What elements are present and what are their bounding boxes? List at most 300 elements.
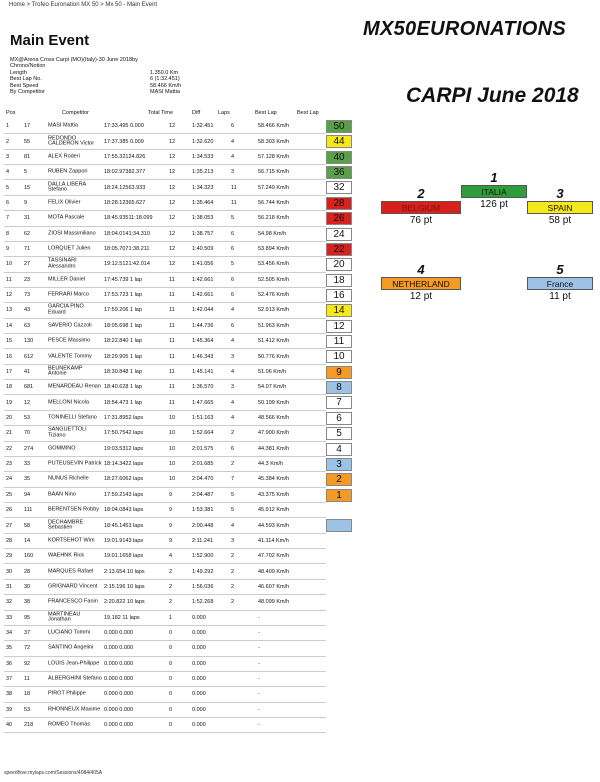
diff-time: 1:38.757 [192,230,214,237]
bike-number: 71 [24,246,31,253]
best-speed: - [258,630,260,637]
total-time: 18:28.12365.627 [104,199,146,206]
laps: 9 [169,507,173,514]
podium-place-1 [461,170,527,210]
bike-number: 53 [24,706,31,713]
laps: 9 [169,491,173,498]
table-row [4,457,342,472]
diff-time: 1:42.661 [192,276,214,283]
position: 28 [6,537,13,544]
points-box: 6 [326,412,352,425]
best-speed: 44.381 Km/h [258,445,290,452]
best-speed: 58.466 Km/h [258,123,290,130]
diff-time: 1:52.900 [192,553,214,560]
position: 16 [6,353,13,360]
points-box: 50 [326,120,352,133]
competitor-name: ZIOSI Massimiliano [48,229,96,236]
laps: 0 [169,691,173,698]
points-box: 14 [326,304,352,317]
total-time: 0.000 0.000 [104,630,134,637]
laps: 12 [169,199,176,206]
total-time: 0.000 0.000 [104,645,134,652]
table-row [4,227,345,242]
competitor-name: MOTA Pascale [48,214,85,221]
position: 14 [6,322,13,329]
breadcrumb[interactable]: Home > Trofeo Euronation MX 50 > Mx 50 - Main Event [9,2,158,8]
best-speed: 50.776 Km/h [258,353,290,360]
diff-time: 1:35.213 [192,169,214,176]
total-time: 18:05.7071:38.211 [104,246,150,253]
best-lap-no: 11 [231,184,237,191]
total-time: 18:14.3422 laps [104,461,144,468]
position: 15 [6,338,13,345]
bike-number: 17 [24,123,31,130]
laps: 12 [169,184,176,191]
header-laps: Laps [218,110,230,116]
position: 19 [6,399,13,406]
laps: 11 [169,368,175,375]
best-lap-no: 4 [231,368,235,375]
laps: 10 [169,430,176,437]
points-box: 3 [326,458,352,471]
header-diff: Diff [192,110,201,116]
header-pos: Pos [6,110,16,116]
best-lap-no: 4 [231,399,235,406]
points-box: 18 [326,274,352,287]
laps: 10 [169,461,176,468]
laps: 11 [169,322,175,329]
bike-number: 43 [24,307,31,314]
laps: 12 [169,230,176,237]
total-time: 19:01.9143 laps [104,537,144,544]
best-speed: 52.913 Km/h [258,307,290,314]
podium-country: BELGIUM [381,201,461,214]
info-key: MX@Arena Cross Carpi (MO)(Italy)-30 June 2018by Chrono/Notion [10,57,138,70]
competitor-name: PESCE Massimo [48,337,91,344]
table-row [4,426,342,441]
diff-time: 2:01.575 [192,445,214,452]
bike-number: 15 [24,184,31,191]
position: 36 [6,660,13,667]
competitor-name: LOUIS Jean-Philippe [48,660,100,666]
best-speed: 44.593 Km/h [258,522,290,529]
bike-number: 81 [24,153,31,160]
position: 9 [6,246,10,253]
best-lap-no: 4 [231,415,235,421]
diff-time: 1:36.570 [192,384,214,391]
best-lap-no: 4 [231,153,235,160]
total-time: 18:40.628 1 lap [104,384,142,391]
diff-time: 2:00.448 [192,522,214,529]
best-speed: - [258,660,260,667]
bike-number: 160 [24,553,34,560]
position: 26 [6,507,13,514]
podium-points: 58 pt [548,215,572,226]
header-best-lap: Best Lap [255,110,277,116]
bike-number: 12 [24,399,31,406]
total-time: 19:03.5312 laps [104,445,144,452]
best-speed: 53.894 Km/h [258,246,290,253]
bike-number: 30 [24,583,31,590]
best-lap-no: 6 [231,276,235,283]
competitor-name: TONINELLI Stefano [48,414,97,421]
table-row [4,611,326,626]
bike-number: 11 [24,676,30,683]
best-speed: 46.607 Km/h [258,583,290,590]
total-time: 18:29.905 1 lap [104,353,142,360]
best-lap-no: 2 [231,461,235,468]
points-box: 22 [326,243,352,256]
best-lap-no: 2 [231,430,235,437]
position: 32 [6,599,13,606]
bike-number: 27 [24,261,31,268]
position: 3 [6,153,10,160]
diff-time: 1:34.323 [192,184,214,191]
diff-time: 1:41.056 [192,261,214,268]
competitor-name: MELLONI Nicola [48,398,89,405]
points-box: 5 [326,427,352,440]
table-row [4,488,342,503]
competitor-name: BAAN Nino [48,491,76,498]
laps: 12 [169,215,176,222]
best-speed: 56.715 Km/h [258,169,290,176]
laps: 0 [169,630,173,637]
points-box: 26 [326,212,352,225]
competitor-name: NUNUS Richelle [48,475,89,482]
bike-number: 28 [24,568,31,575]
diff-time: 0.000 [192,660,206,667]
best-lap-no: 2 [231,599,235,606]
best-speed: 56.218 Km/h [258,215,290,222]
laps: 12 [169,246,176,253]
best-lap-no: 4 [231,138,235,145]
competitor-name: LUCIANO Tommi [48,629,91,636]
competitor-name: FELIX Olivier [48,199,81,206]
table-row [4,395,342,410]
table-row [4,257,345,272]
best-lap-no: 3 [231,384,235,391]
table-row [4,687,326,702]
table-row [4,365,342,380]
position: 11 [6,276,12,283]
bike-number: 73 [24,292,31,299]
bike-number: 92 [24,660,31,667]
bike-number: 95 [24,614,31,621]
header-best-lap2: Best Lap [297,110,319,116]
best-speed: - [258,614,260,621]
laps: 2 [169,568,173,575]
total-time: 18:45.93511:18.099 [104,215,153,222]
bike-number: 41 [24,368,31,375]
page-title: Main Event [10,32,90,49]
best-lap-no: 6 [231,292,235,299]
best-lap-no: 6 [231,445,235,452]
bike-number: 62 [24,230,31,237]
best-speed: - [258,645,260,652]
best-speed: 52.505 Km/h [258,276,290,283]
total-time: 18:45.1453 laps [104,522,144,529]
position: 6 [6,199,10,206]
competitor-name: MILLER Daniel [48,276,85,283]
bike-number: 612 [24,353,34,360]
best-speed: 51.06 Km/h [258,368,287,375]
competitor-name: RUBEN Zappori [48,168,88,175]
position: 13 [6,307,13,314]
laps: 0 [169,722,173,729]
points-box: 36 [326,166,352,179]
best-speed: 48.566 Km/h [258,415,290,421]
total-time: 17:50.7542 laps [104,430,144,437]
position: 29 [6,553,13,560]
table-row [4,273,345,288]
laps: 11 [169,307,175,314]
info-key: Best Speed [10,82,39,89]
laps: 12 [169,261,176,268]
total-time: 18:22.840 1 lap [104,338,142,345]
competitor-name: BERENTSEN Robby [48,506,100,513]
best-speed: 50.199 Km/h [258,399,290,406]
competitor-name: PUTEUSEVIN Patrick [48,460,102,467]
laps: 2 [169,583,173,590]
bike-number: 35 [24,476,31,483]
diff-time: 2:11.241 [192,537,214,544]
total-time: 18:24.12563.933 [104,184,146,191]
podium-rank: 1 [490,170,498,185]
competitor-name: KORTSEHOT Wim [48,537,95,544]
diff-time: 1:32.451 [192,123,214,130]
best-speed: 48.099 Km/h [258,599,290,606]
bike-number: 111 [24,507,33,514]
info-key: Best Lap No. [10,76,42,83]
table-row [4,334,345,349]
info-row [10,89,181,95]
position: 8 [6,230,10,237]
total-time: 0.000 0.000 [104,676,134,683]
table-row [4,549,326,564]
position: 25 [6,491,13,498]
position: 20 [6,415,13,421]
best-lap-no: 2 [231,568,235,575]
competitor-name: RHONNEUX Maxime [48,706,101,713]
diff-time: 1:52.268 [192,599,214,606]
laps: 9 [169,537,173,544]
total-time: 17:53.723 1 lap [104,292,142,299]
total-time: 0.000 0.000 [104,706,134,713]
best-speed: 54.07 Km/h [258,384,287,391]
info-value: 6 (1:32.451) [150,76,180,83]
podium-place-5 [527,262,593,302]
diff-time: 1:38.053 [192,215,214,222]
bike-number: 274 [24,445,34,452]
bike-number: 63 [24,322,31,329]
diff-time: 1:49.292 [192,568,214,575]
info-row [10,57,181,70]
position: 22 [6,445,13,452]
position: 1 [6,123,10,130]
table-row [4,180,345,195]
podium-points: 11 pt [549,291,571,302]
laps: 12 [169,153,176,160]
bike-number: 681 [24,384,34,391]
laps: 11 [169,399,175,406]
diff-time: 1:53.381 [192,507,214,514]
position: 34 [6,630,13,637]
table-row [4,150,345,165]
position: 38 [6,691,13,698]
best-speed: 56.744 Km/h [258,199,290,206]
diff-time: 0.000 [192,630,206,637]
position: 37 [6,676,13,683]
best-lap-no: 4 [231,522,235,529]
laps: 11 [169,338,175,345]
event-title: CARPI June 2018 [406,84,579,107]
points-box: 2 [326,473,352,486]
best-speed: 53.456 Km/h [258,261,290,268]
table-row [4,211,345,226]
laps: 11 [169,292,175,299]
diff-time: 1:40.509 [192,246,214,253]
points-box: 1 [326,489,352,502]
competitor-name: GOMMINO [48,444,76,451]
bike-number: 37 [24,630,31,637]
diff-time: 0.000 [192,706,206,713]
diff-time: 2:04.487 [192,491,214,498]
points-box: 4 [326,443,352,456]
table-row [4,703,326,718]
points-box: 20 [326,258,352,271]
laps: 10 [169,445,176,452]
bike-number: 38 [24,599,31,606]
footer-url[interactable]: speedhive.mylaps.com/Sessions/4084/405A [4,770,103,776]
info-key: By Competitor [10,89,45,96]
competitor-name: ROMEO Thomas [48,721,91,728]
total-time: 18:05.698 1 lap [104,322,142,329]
competitor-name: ALEX Roderi [48,153,80,160]
laps: 9 [169,522,173,529]
best-speed: 41.114 Km/h [258,537,289,544]
best-lap-no: 6 [231,230,235,237]
bike-number: 218 [24,722,34,729]
total-time: 18:04.0843 laps [104,507,144,514]
best-speed: 57.249 Km/h [258,184,290,191]
competitor-name: MENARDEAU Renan [48,383,101,390]
diff-time: 1:46.343 [192,353,214,360]
bike-number: 5 [24,169,28,176]
best-lap-no: 5 [231,215,235,222]
competitor-name: GRIGNARD Vincent [48,583,98,590]
bike-number: 94 [24,491,31,498]
best-speed: 51.412 Km/h [258,338,290,345]
points-box: 16 [326,289,352,302]
bike-number: 53 [24,415,31,421]
diff-time: 1:56.036 [192,583,214,590]
diff-time: 1:45.364 [192,338,214,345]
best-lap-no: 3 [231,537,235,544]
diff-time: 0.000 [192,676,206,683]
laps: 2 [169,599,173,606]
best-speed: 45.912 Km/h [258,507,290,514]
podium-country: SPAIN [527,201,593,214]
competitor-name: GARCIA PINO Eduard [48,303,84,316]
podium-rank: 2 [417,186,425,201]
best-speed: 57.128 Km/h [258,153,290,160]
best-lap-no: 5 [231,507,235,514]
total-time: 17:33.495 0.000 [104,123,144,130]
points-box: 32 [326,181,352,194]
best-lap-no: 6 [231,123,235,130]
position: 23 [6,461,13,468]
table-row [4,641,326,656]
best-speed: 44.3 Km/h [258,461,284,468]
laps: 0 [169,660,173,667]
laps: 11 [169,353,175,360]
table-row [4,196,345,211]
diff-time: 2:04.470 [192,476,214,483]
podium-points: 76 pt [409,215,433,226]
best-speed: 45.384 Km/h [258,476,290,483]
table-row [4,319,345,334]
total-time: 2:15.196 10 laps [104,583,145,590]
total-time: 17:45.739 1 lap [104,276,142,283]
position: 39 [6,706,13,713]
laps: 1 [169,614,173,621]
best-lap-no: 6 [231,322,235,329]
position: 35 [6,645,13,652]
position: 5 [6,184,10,191]
laps: 10 [169,415,176,421]
points-box: 7 [326,396,352,409]
best-lap-no: 7 [231,476,235,483]
bike-number: 70 [24,430,31,437]
position: 33 [6,614,13,621]
laps: 0 [169,645,173,652]
best-lap-no: 4 [231,307,235,314]
total-time: 2:20.822 10 laps [104,599,145,606]
total-time: 17:55.32124.826 [104,153,146,160]
bike-number: 72 [24,645,31,652]
podium-place-2 [381,186,461,226]
table-row [4,626,326,641]
laps: 11 [169,276,175,283]
table-row [4,303,345,318]
total-time: 18:02.97382.377 [104,169,146,176]
bike-number: 55 [24,138,31,145]
bike-number: 130 [24,338,34,345]
bike-number: 14 [24,537,31,544]
diff-time: 0.000 [192,614,206,621]
competitor-name: FERRARI Marco [48,291,89,298]
table-row [4,503,326,518]
diff-time: 1:52.664 [192,430,214,437]
position: 17 [6,368,13,375]
podium-points: 126 pt [480,199,508,210]
diff-time: 0.000 [192,645,206,652]
table-row [4,518,326,533]
total-time: 0.000 0.000 [104,660,134,667]
diff-time: 1:45.141 [192,368,214,375]
podium-country: ITALIA [461,185,527,198]
podium-country: NETHERLAND [381,277,461,290]
best-lap-no: 11 [231,199,237,206]
results-table [4,119,345,733]
points-box: 44 [326,135,352,148]
competitor-name: TASSINARI Alessandro [48,257,77,270]
laps: 0 [169,706,173,713]
best-speed: 48.409 Km/h [258,568,290,575]
competitor-name: DECHAMBRE Sebastien [48,519,84,531]
table-row [4,657,326,672]
competitor-name: WAEHNK Rick [48,552,85,559]
